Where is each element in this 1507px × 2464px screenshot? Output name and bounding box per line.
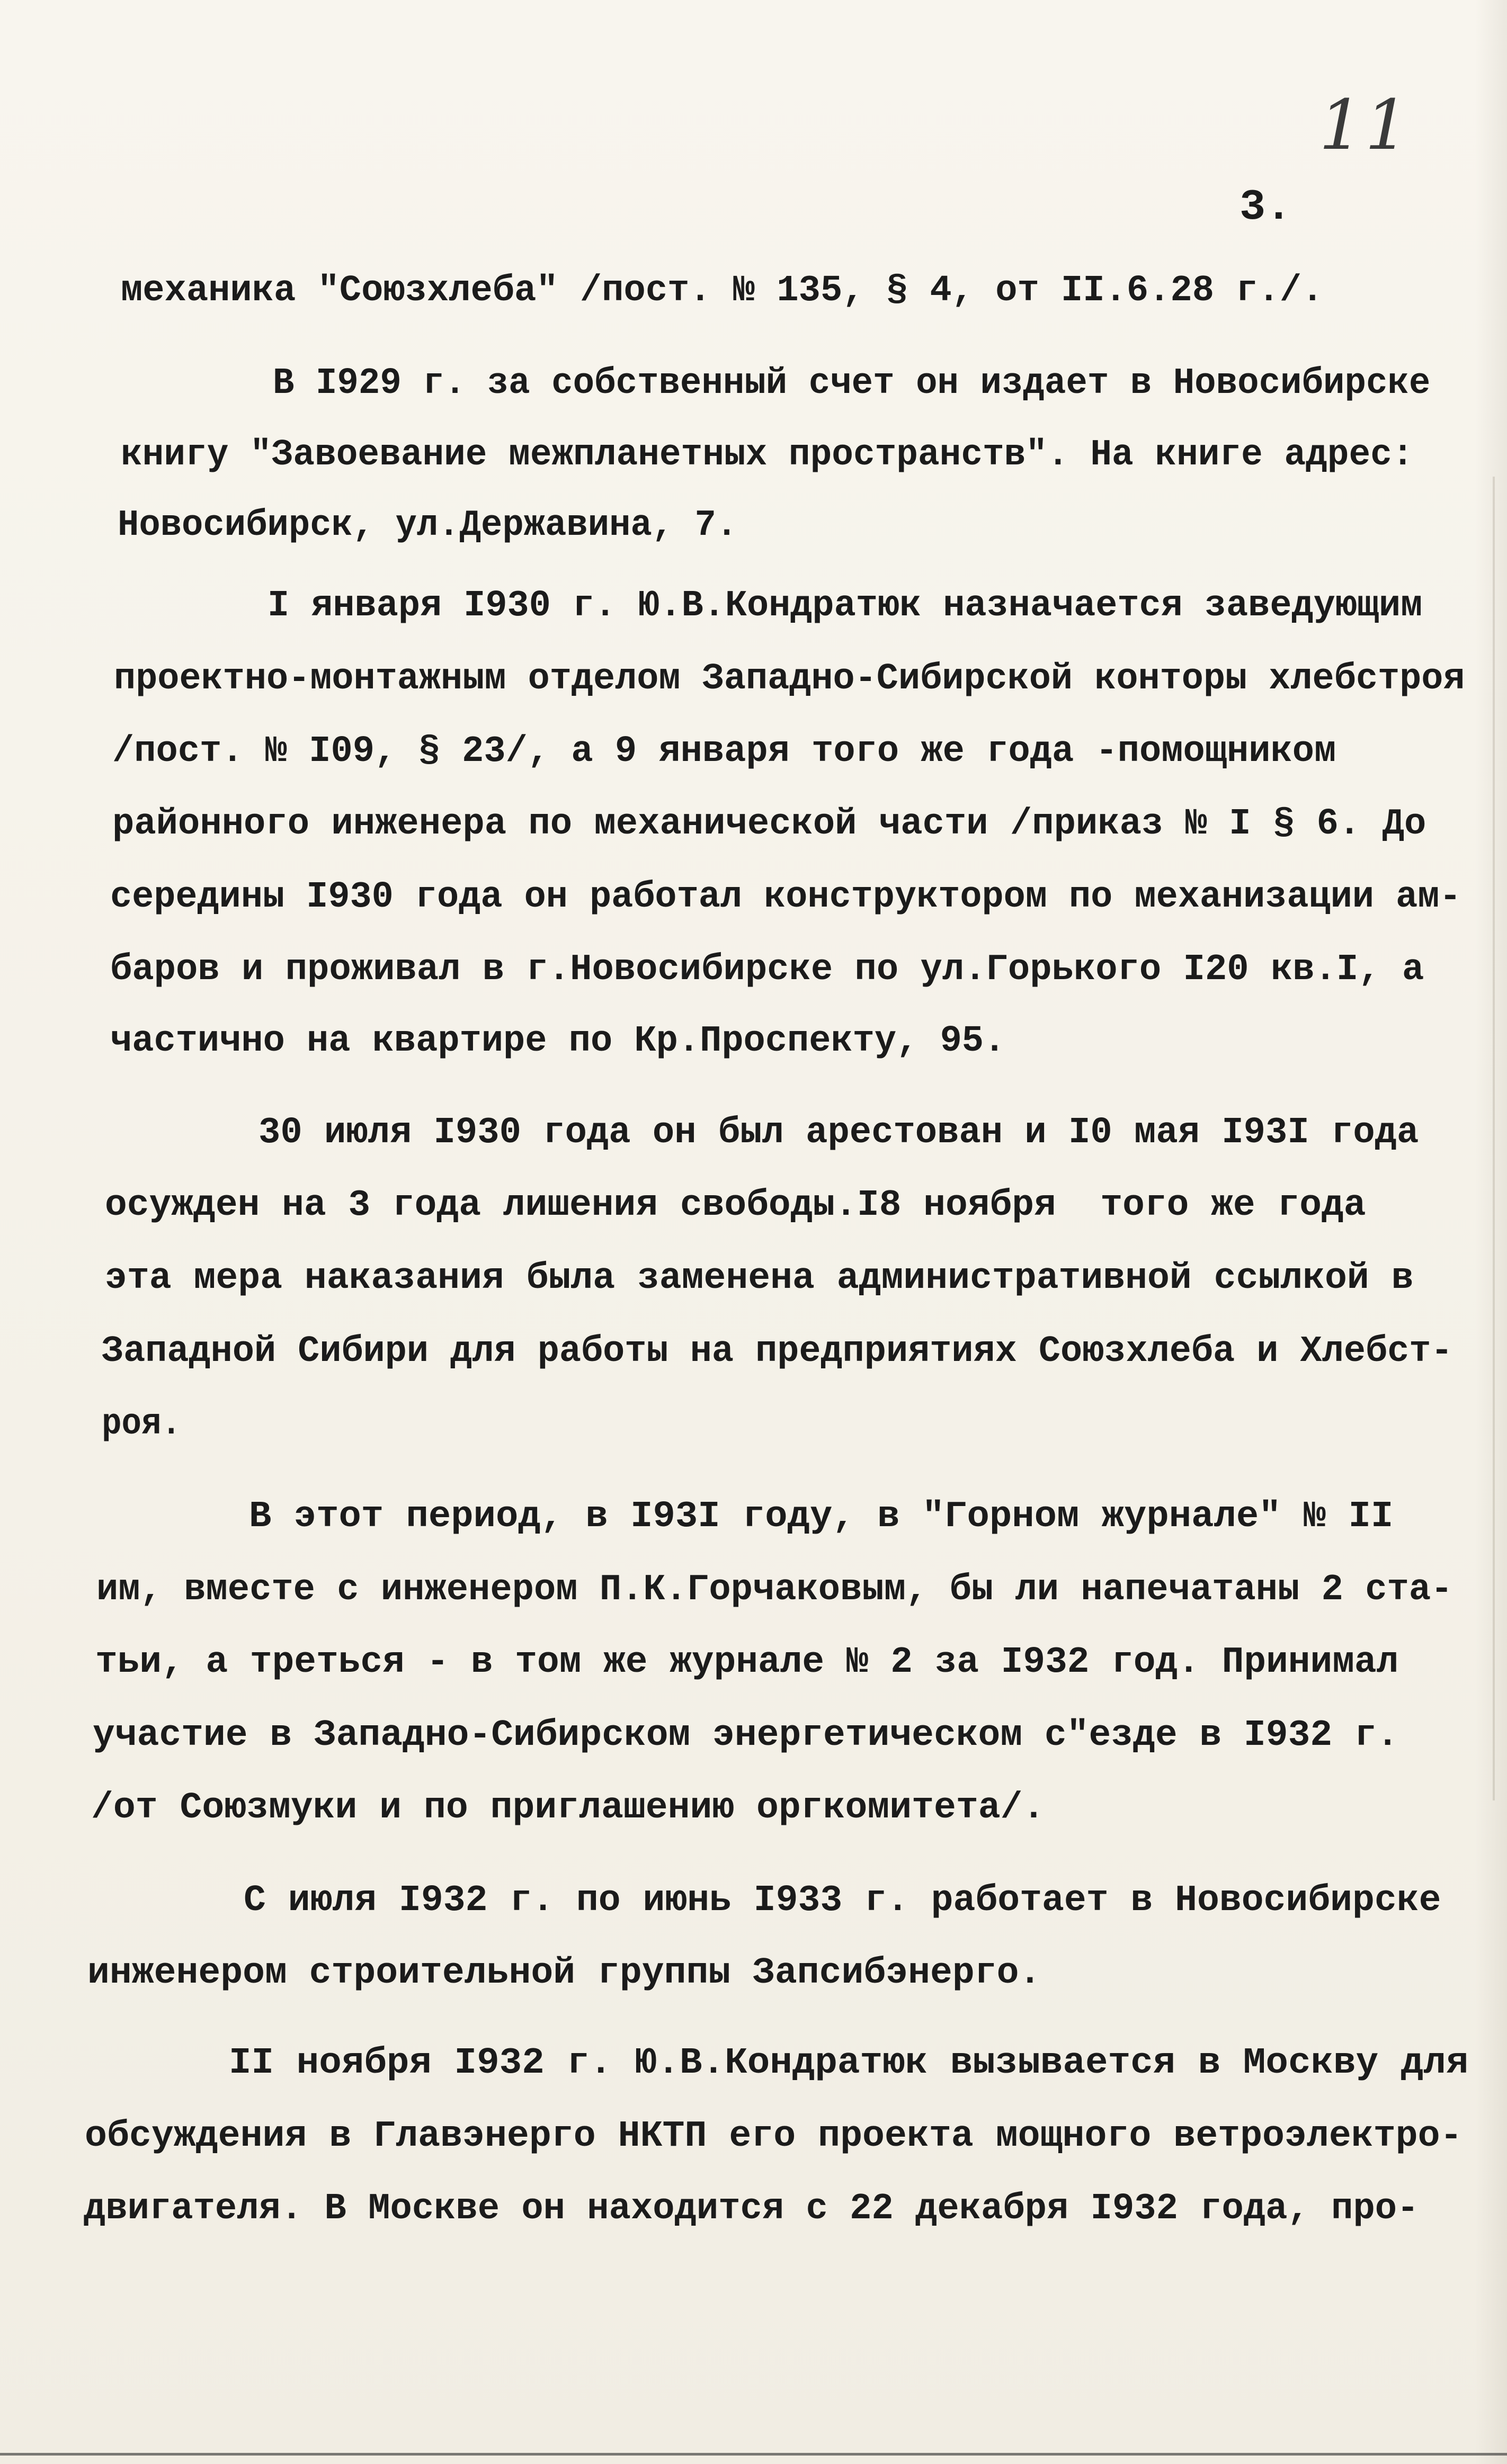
text-line: эта мера наказания была заменена административной ссылкой в <box>105 1258 1414 1300</box>
text-line: районного инженера по механической части /приказ № I § 6. До <box>112 803 1426 845</box>
text-line: /от Союзмуки и по приглашению оргкомитета/. <box>91 1787 1045 1829</box>
page-fold <box>1493 477 1495 1800</box>
text-line: двигателя. В Москве он находится с 22 декабря I932 года, про- <box>84 2188 1419 2230</box>
text-line: Западной Сибири для работы на предприятиях Союзхлеба и Хлебст- <box>102 1331 1453 1373</box>
text-line: механика "Союзхлеба" /пост. № 135, § 4, от II.6.28 г./. <box>121 270 1324 312</box>
text-line: инженером строительной группы Запсибэнерго. <box>87 1952 1041 1994</box>
text-line: обсуждения в Главэнерго НКТП его проекта мощного ветроэлектро- <box>85 2116 1463 2157</box>
page-edge-shadow <box>1475 0 1507 2464</box>
text-line: В этот период, в I93I году, в "Горном журнале" № II <box>249 1496 1394 1538</box>
text-line: книгу "Завоевание межпланетных пространств". На книге адрес: <box>121 434 1414 476</box>
text-line: I января I930 г. Ю.В.Кондратюк назначается заведующим <box>267 585 1423 627</box>
handwritten-page-mark: 11 <box>1319 85 1411 165</box>
text-line: В I929 г. за собственный счет он издает в Новосибирске <box>273 363 1431 405</box>
text-line: 30 июля I930 года он был арестован и I0 мая I93I года <box>258 1112 1419 1154</box>
text-line: середины I930 года он работал конструктором по механизации ам- <box>110 876 1461 918</box>
text-line: II ноября I932 г. Ю.В.Кондратюк вызывается в Москву для <box>229 2042 1469 2084</box>
page-number: 3. <box>1240 183 1292 232</box>
text-line: осужден на 3 года лишения свободы.I8 ноября того же года <box>105 1185 1366 1226</box>
text-line: /пост. № I09, § 23/, а 9 января того же года -помощником <box>112 731 1336 773</box>
text-line: С июля I932 г. по июнь I933 г. работает в Новосибирске <box>244 1880 1441 1922</box>
text-line: Новосибирск, ул.Державина, 7. <box>118 505 738 546</box>
text-line: роя. <box>102 1403 182 1445</box>
text-line: баров и проживал в г.Новосибирске по ул.Горького I20 кв.I, а <box>110 949 1424 991</box>
text-line: проектно-монтажным отделом Западно-Сибирской конторы хлебстроя <box>114 658 1465 700</box>
text-line: участие в Западно-Сибирском энергетическом с"езде в I932 г. <box>93 1715 1399 1757</box>
text-line: тьи, а треться - в том же журнале № 2 за I932 год. Принимал <box>95 1642 1399 1683</box>
bottom-edge-rule <box>0 2453 1507 2456</box>
text-line: частично на квартире по Кр.Проспекту, 95. <box>110 1020 1006 1062</box>
text-line: им, вместе с инженером П.К.Горчаковым, бы ли напечатаны 2 ста- <box>96 1569 1453 1611</box>
